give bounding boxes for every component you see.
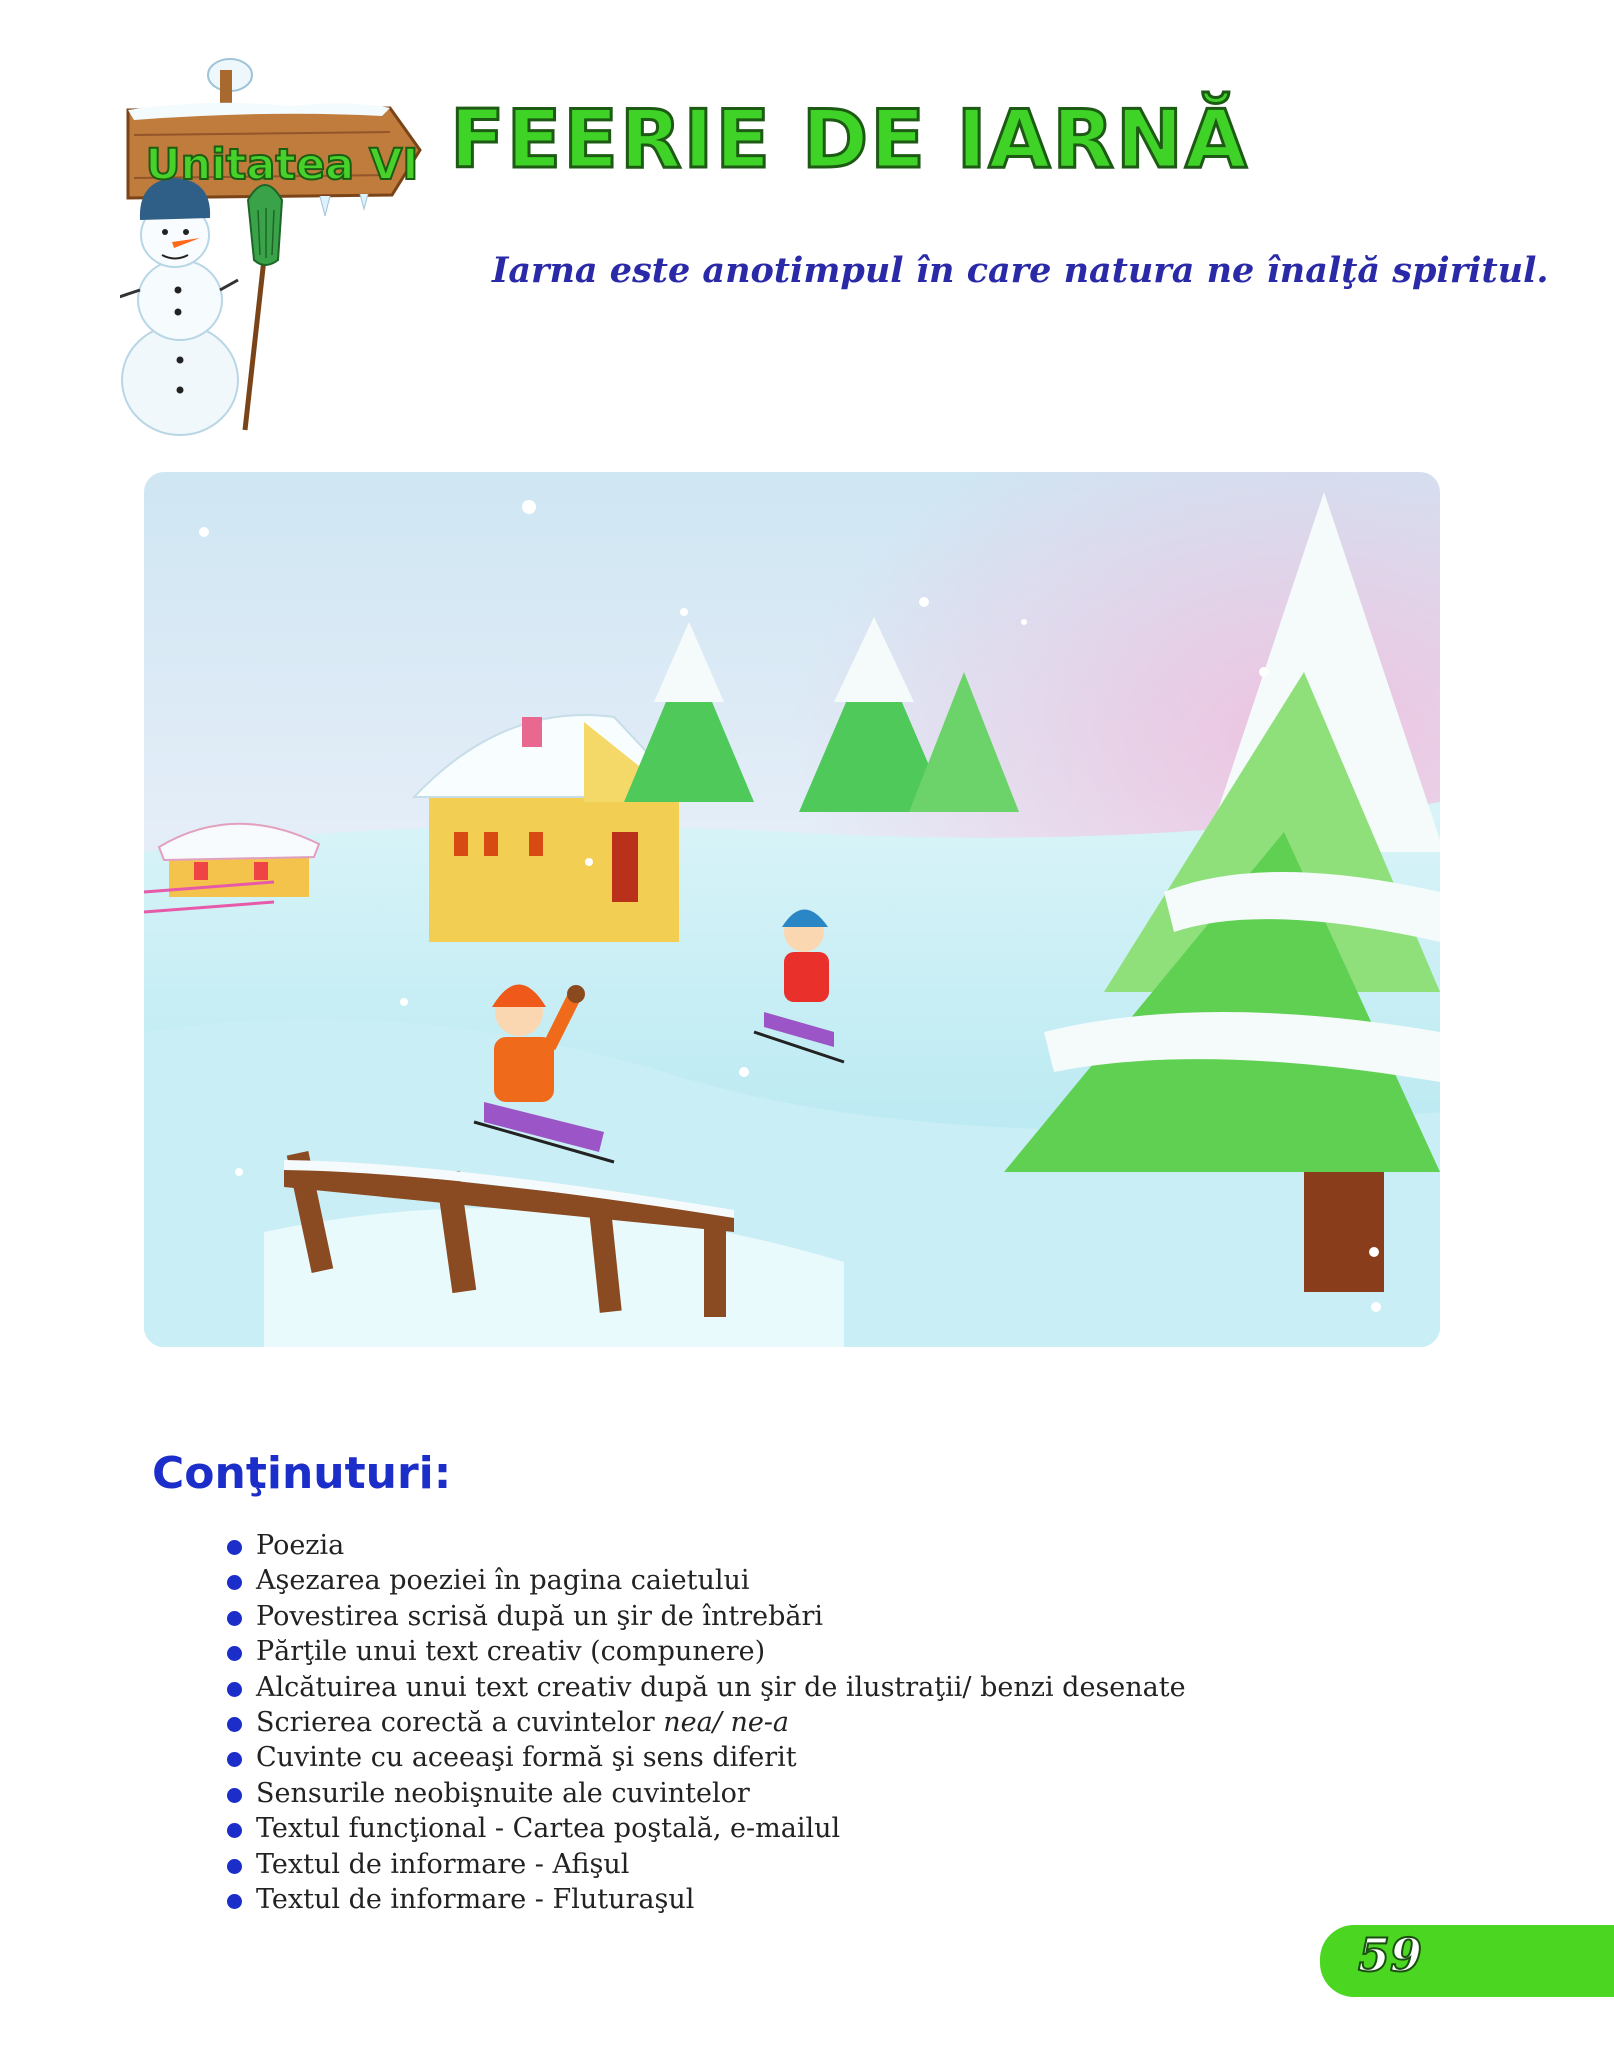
bullet-dot-icon <box>227 1575 242 1590</box>
chapter-motto: Iarna este anotimpul în care natura ne înalţă spiritul. <box>492 250 1549 291</box>
bullet-dot-icon <box>227 1717 242 1732</box>
bullet-dot-icon <box>227 1752 242 1767</box>
bullet-dot-icon <box>227 1823 242 1838</box>
contents-heading: Conţinuturi: <box>152 1448 452 1499</box>
list-item: Părţile unui text creativ (compunere) <box>224 1634 1186 1669</box>
bullet-dot-icon <box>227 1646 242 1661</box>
list-item: Scrierea corectă a cuvintelor nea/ ne-a <box>224 1705 1186 1740</box>
contents-list <box>224 1528 1186 1917</box>
unit-sign-snowman-illustration <box>120 50 450 440</box>
bullet-dot-icon <box>227 1611 242 1626</box>
winter-scene-illustration <box>144 472 1440 1347</box>
bullet-dot-icon <box>227 1540 242 1555</box>
chapter-title: FEERIE DE IARNĂ <box>450 93 1249 186</box>
list-item: Textul de informare - Afişul <box>224 1847 1186 1882</box>
list-item: Textul funcţional - Cartea poştală, e-mailul <box>224 1811 1186 1846</box>
list-item: Sensurile neobişnuite ale cuvintelor <box>224 1776 1186 1811</box>
italic-term: nea/ ne-a <box>663 1706 790 1738</box>
bullet-dot-icon <box>227 1788 242 1803</box>
unit-label: Unitatea VI <box>145 140 419 190</box>
list-item: Textul de informare - Fluturaşul <box>224 1882 1186 1917</box>
list-item: Poezia <box>224 1528 1186 1563</box>
bullet-dot-icon <box>227 1894 242 1909</box>
page-number: 59 <box>1358 1928 1423 1982</box>
list-item: Alcătuirea unui text creativ după un şir de ilustraţii/ benzi desenate <box>224 1670 1186 1705</box>
list-item: Aşezarea poeziei în pagina caietului <box>224 1563 1186 1598</box>
list-item: Povestirea scrisă după un şir de întrebări <box>224 1599 1186 1634</box>
bullet-dot-icon <box>227 1859 242 1874</box>
list-item: Cuvinte cu aceeaşi formă şi sens diferit <box>224 1740 1186 1775</box>
bullet-dot-icon <box>227 1682 242 1697</box>
